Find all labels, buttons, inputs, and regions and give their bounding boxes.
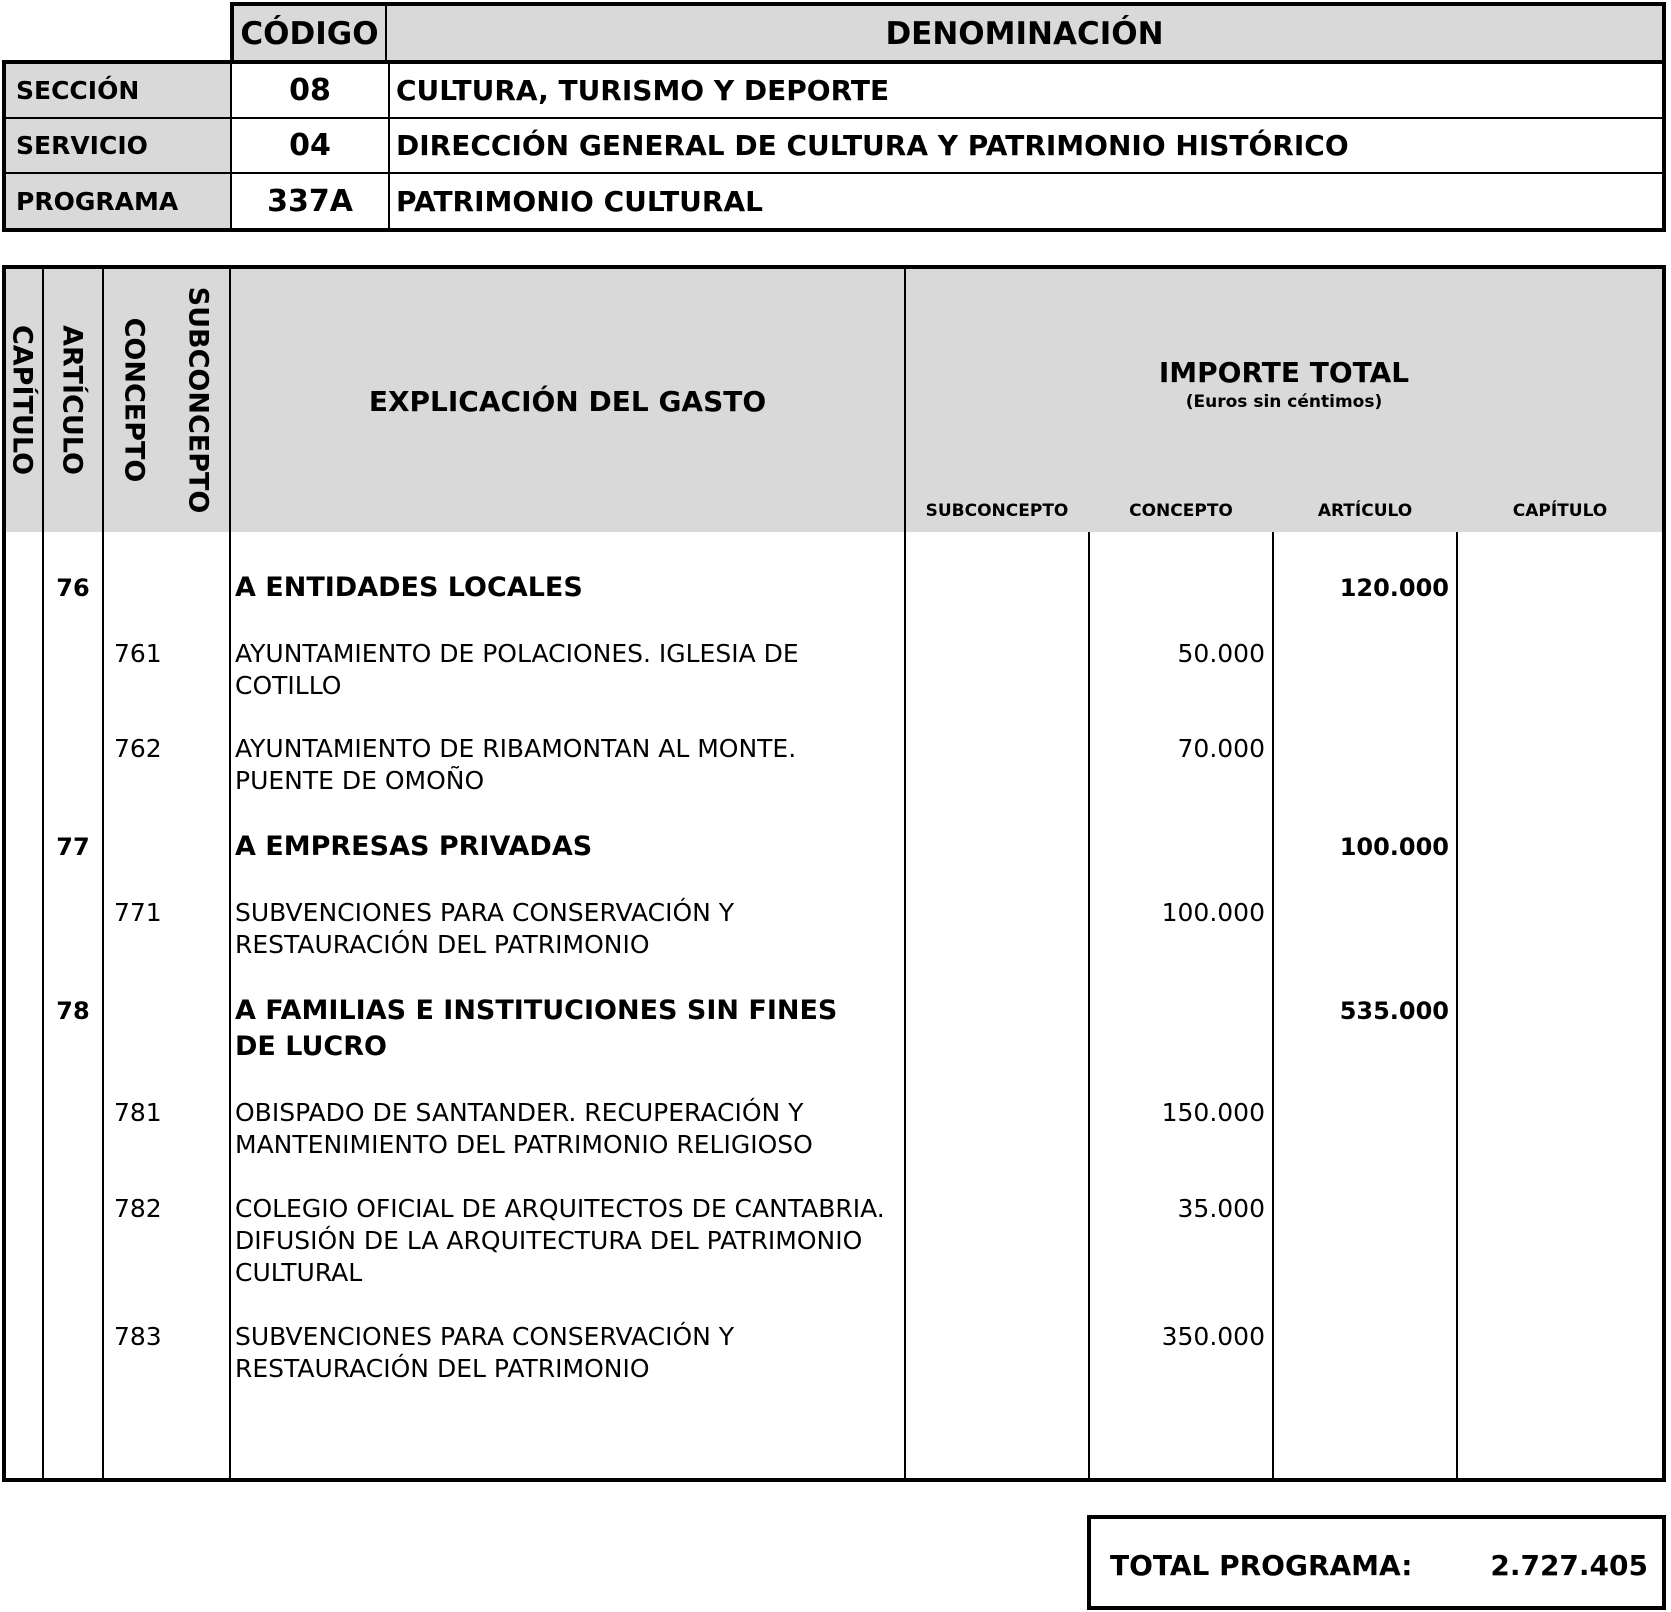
total-label: TOTAL PROGRAMA: [1110,1549,1413,1582]
row-78-text: A FAMILIAS E INSTITUCIONES SIN FINES DE LUCRO [235,995,838,1062]
row-781-concepto-amount: 150.000 [1161,1098,1265,1127]
row-76-articulo: 76 [56,574,90,602]
subcol-subconcepto: SUBCONCEPTO [925,501,1069,521]
row-782-concepto: 782 [114,1194,162,1223]
row-781-text: OBISPADO DE SANTANDER. RECUPERACIÓN Y MANTENIMIENTO DEL PATRIMONIO RELIGIOSO [235,1098,813,1159]
row-762-text: AYUNTAMIENTO DE RIBAMONTAN AL MONTE. PUENTE DE OMOÑO [235,734,797,795]
row-761-concepto: 761 [114,639,162,668]
col-subconcepto-header: SUBCONCEPTO [182,286,214,514]
row-783-text: SUBVENCIONES PARA CONSERVACIÓN Y RESTAURACIÓN DEL PATRIMONIO [235,1322,735,1383]
col-articulo-header: ARTÍCULO [56,325,88,475]
row-76-articulo-amount: 120.000 [1339,574,1449,602]
row-78-articulo-amount: 535.000 [1339,997,1449,1025]
row-78-articulo: 78 [56,997,90,1025]
total-value: 2.727.405 [1490,1549,1648,1582]
servicio-code: 04 [289,128,331,163]
seccion-code: 08 [289,73,331,108]
servicio-label: SERVICIO [6,119,230,172]
importe-note: (Euros sin céntimos) [1185,392,1383,412]
row-77-articulo-amount: 100.000 [1339,833,1449,861]
codigo-header: CÓDIGO [230,2,389,61]
row-782-text: COLEGIO OFICIAL DE ARQUITECTOS DE CANTABRIA. DIFUSIÓN DE LA ARQUITECTURA DEL PATRIMONIO CULTURAL [235,1194,885,1287]
subcol-concepto: CONCEPTO [1129,501,1233,521]
importe-total-header: IMPORTE TOTAL [1158,356,1410,389]
row-782-concepto-amount: 35.000 [1177,1194,1265,1223]
row-77-text: A EMPRESAS PRIVADAS [235,831,593,862]
programa-code: 337A [267,183,353,219]
servicio-name: DIRECCIÓN GENERAL DE CULTURA Y PATRIMONIO HISTÓRICO [396,129,1349,162]
row-761-concepto-amount: 50.000 [1177,639,1265,668]
row-762-concepto: 762 [114,734,162,763]
row-771-concepto: 771 [114,898,162,927]
row-783-concepto: 783 [114,1322,162,1351]
explicacion-header: EXPLICACIÓN DEL GASTO [368,385,767,418]
header-table [0,0,1671,235]
seccion-name: CULTURA, TURISMO Y DEPORTE [396,74,890,107]
row-783-concepto-amount: 350.000 [1161,1322,1265,1351]
row-781-concepto: 781 [114,1098,162,1127]
col-capitulo-header: CAPÍTULO [6,324,38,476]
row-771-text: SUBVENCIONES PARA CONSERVACIÓN Y RESTAURACIÓN DEL PATRIMONIO [235,898,735,959]
row-76-text: A ENTIDADES LOCALES [235,572,583,603]
total-box [1087,1515,1666,1610]
row-77-articulo: 77 [56,833,90,861]
row-771-concepto-amount: 100.000 [1161,898,1265,927]
seccion-label: SECCIÓN [6,64,230,117]
subcol-articulo: ARTÍCULO [1317,501,1413,521]
programa-label: PROGRAMA [6,174,230,228]
subcol-capitulo: CAPÍTULO [1512,501,1608,521]
col-concepto-header: CONCEPTO [118,317,150,483]
row-761-text: AYUNTAMIENTO DE POLACIONES. IGLESIA DE COTILLO [235,639,799,700]
row-762-concepto-amount: 70.000 [1177,734,1265,763]
denominacion-header: DENOMINACIÓN [385,2,1666,61]
programa-name: PATRIMONIO CULTURAL [396,184,763,218]
